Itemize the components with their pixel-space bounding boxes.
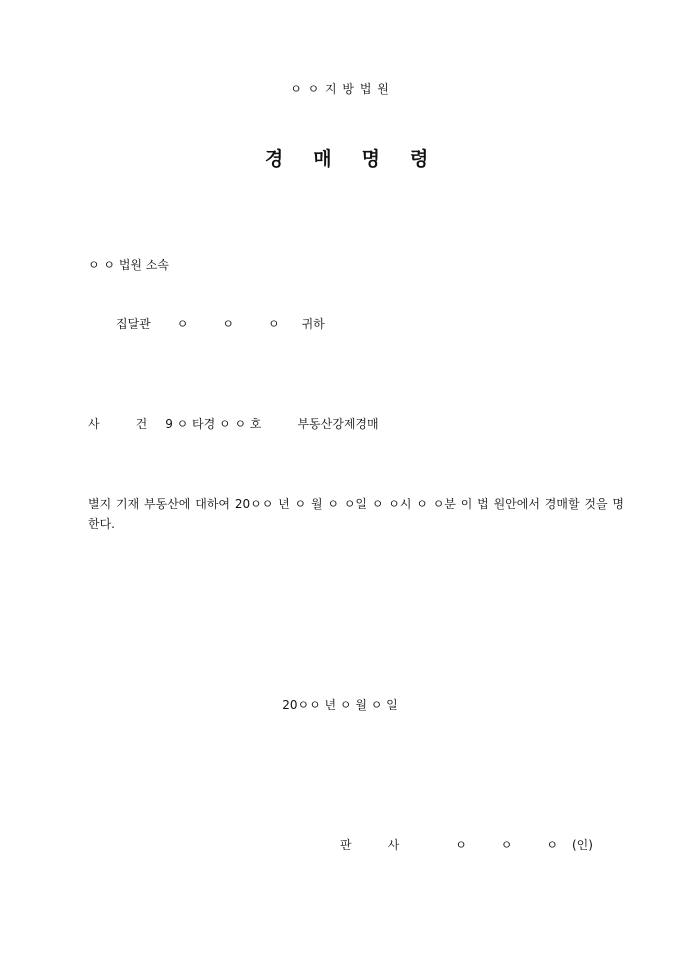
seal-mark: (인) bbox=[571, 838, 593, 852]
recipient-line bbox=[116, 315, 325, 332]
judge-name-mark: ㅇ bbox=[500, 838, 513, 852]
case-line bbox=[88, 415, 379, 432]
recipient-name-mark: ㅇ bbox=[176, 317, 189, 331]
title-char: 령 bbox=[409, 148, 429, 170]
judge-name-mark: ㅇ bbox=[546, 838, 558, 852]
recipient-name-mark: ㅇ bbox=[222, 317, 234, 331]
recipient-honorific: 귀하 bbox=[301, 317, 325, 331]
case-name: 부동산강제경매 bbox=[297, 417, 379, 431]
case-number: 9 ㅇ 타경 ㅇ ㅇ 호 bbox=[165, 417, 262, 431]
order-text: 별지 기재 부동산에 대하여 20ㅇㅇ 년 ㅇ 월 ㅇ ㅇ일 ㅇ ㅇ시 ㅇ ㅇ분 이 법 원안에서 경매할 것을 명한다. bbox=[88, 497, 624, 531]
court-name: ㅇ ㅇ 지 방 법 원 bbox=[290, 82, 390, 96]
recipient-affiliation: ㅇ ㅇ 법원 소속 bbox=[88, 258, 169, 272]
judge-name-mark: ㅇ bbox=[455, 838, 467, 852]
title-char: 명 bbox=[361, 148, 380, 170]
title-char: 매 bbox=[313, 148, 332, 170]
case-label-char: 건 bbox=[135, 417, 148, 431]
document-title bbox=[0, 122, 680, 171]
judge-title-char: 판 bbox=[340, 838, 352, 852]
judge-title-char: 사 bbox=[387, 838, 400, 852]
issue-date: 20ㅇㅇ 년 ㅇ 월 ㅇ 일 bbox=[282, 698, 398, 712]
recipient-role: 집달관 bbox=[116, 317, 151, 331]
title-char: 경 bbox=[264, 148, 284, 170]
case-label-char: 사 bbox=[88, 417, 100, 431]
recipient-name-mark: ㅇ bbox=[267, 317, 280, 331]
judge-signature bbox=[340, 836, 593, 853]
